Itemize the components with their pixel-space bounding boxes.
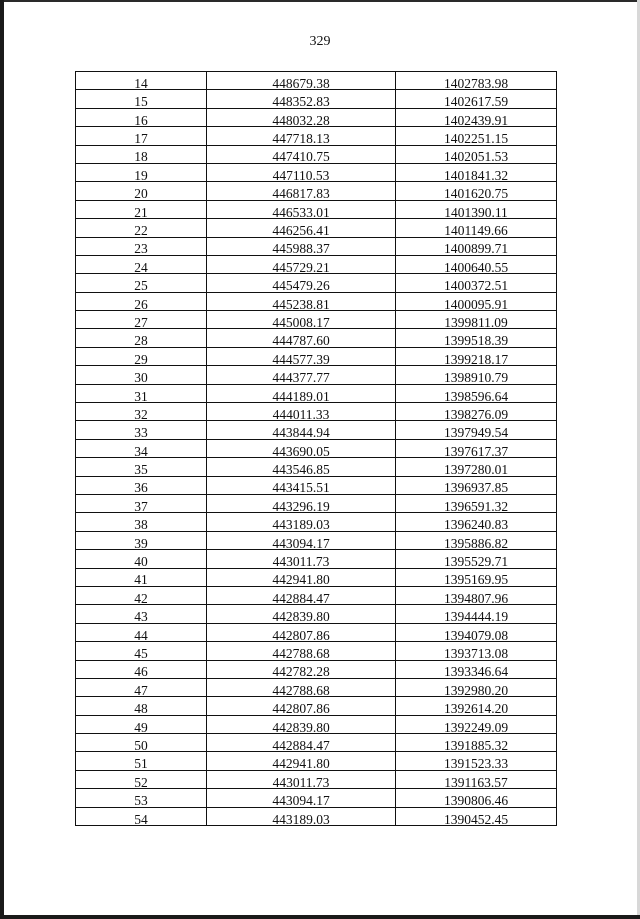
point-number-cell bbox=[76, 623, 207, 641]
point-number-cell bbox=[76, 274, 207, 292]
x-coordinate-cell bbox=[207, 642, 396, 660]
cell-text: 445729.21 bbox=[272, 259, 330, 275]
cell-text: 42 bbox=[134, 590, 148, 606]
cell-text: 442941.80 bbox=[272, 572, 330, 588]
cell-text: 1401149.66 bbox=[444, 223, 508, 239]
cell-text: 53 bbox=[134, 793, 148, 809]
cell-text: 1391523.33 bbox=[443, 756, 509, 772]
x-coordinate-cell bbox=[207, 605, 396, 623]
cell-text: 1396937.85 bbox=[443, 480, 509, 496]
cell-text: 444577.39 bbox=[272, 351, 330, 367]
cell-text: 1394807.96 bbox=[443, 590, 509, 606]
y-coordinate-cell bbox=[396, 329, 557, 347]
point-number-cell bbox=[76, 127, 207, 145]
cell-text: 1402783.98 bbox=[443, 75, 509, 91]
cell-text: 1395886.82 bbox=[443, 535, 509, 551]
cell-text: 443189.03 bbox=[272, 811, 330, 827]
cell-text: 28 bbox=[134, 333, 148, 349]
point-number-cell bbox=[76, 90, 207, 108]
y-coordinate-cell bbox=[396, 90, 557, 108]
cell-text: 48 bbox=[134, 701, 148, 717]
cell-text: 1401841.32 bbox=[443, 167, 509, 183]
point-number-cell bbox=[76, 789, 207, 807]
cell-text: 37 bbox=[134, 498, 148, 514]
cell-text: 40 bbox=[134, 554, 148, 570]
x-coordinate-cell bbox=[207, 219, 396, 237]
cell-text: 24 bbox=[134, 259, 148, 275]
cell-text: 1398276.09 bbox=[443, 406, 509, 422]
x-coordinate-cell bbox=[207, 366, 396, 384]
y-coordinate-cell bbox=[396, 237, 557, 255]
cell-text: 25 bbox=[134, 278, 148, 294]
cell-text: 19 bbox=[134, 167, 148, 183]
cell-text: 447718.13 bbox=[272, 131, 330, 147]
x-coordinate-cell bbox=[207, 789, 396, 807]
cell-text: 442807.86 bbox=[272, 627, 330, 643]
point-number-cell bbox=[76, 568, 207, 586]
cell-text: 1397280.01 bbox=[443, 462, 509, 478]
y-coordinate-cell bbox=[396, 660, 557, 678]
cell-text: 447110.53 bbox=[272, 167, 330, 183]
cell-text: 446533.01 bbox=[272, 204, 330, 220]
table-row bbox=[76, 292, 557, 310]
cell-text: 443011.73 bbox=[272, 774, 330, 790]
y-coordinate-cell bbox=[396, 72, 557, 90]
point-number-cell bbox=[76, 347, 207, 365]
y-coordinate-cell bbox=[396, 715, 557, 733]
cell-text: 442788.68 bbox=[272, 646, 330, 661]
cell-text: 442807.86 bbox=[272, 701, 330, 717]
x-coordinate-cell bbox=[207, 550, 396, 568]
cell-text: 1400899.71 bbox=[443, 241, 509, 257]
y-coordinate-cell bbox=[396, 219, 557, 237]
cell-text: 448032.28 bbox=[272, 112, 330, 128]
cell-text: 442788.68 bbox=[272, 682, 330, 698]
table-row bbox=[76, 568, 557, 586]
cell-text: 30 bbox=[134, 370, 148, 386]
y-coordinate-cell bbox=[396, 752, 557, 770]
table-row bbox=[76, 494, 557, 512]
point-number-cell bbox=[76, 550, 207, 568]
table-row bbox=[76, 237, 557, 255]
point-number-cell bbox=[76, 329, 207, 347]
cell-text: 39 bbox=[134, 535, 148, 551]
cell-text: 1396591.32 bbox=[443, 498, 509, 514]
x-coordinate-cell bbox=[207, 182, 396, 200]
cell-text: 51 bbox=[134, 756, 148, 772]
cell-text: 1391163.57 bbox=[444, 774, 508, 790]
x-coordinate-cell bbox=[207, 255, 396, 273]
x-coordinate-cell bbox=[207, 697, 396, 715]
x-coordinate-cell bbox=[207, 678, 396, 696]
cell-text: 442884.47 bbox=[272, 590, 330, 606]
cell-text: 31 bbox=[134, 388, 148, 404]
y-coordinate-cell bbox=[396, 789, 557, 807]
x-coordinate-cell bbox=[207, 347, 396, 365]
cell-text: 22 bbox=[134, 223, 148, 239]
page-number: 329 bbox=[309, 34, 331, 49]
cell-text: 54 bbox=[134, 811, 148, 827]
x-coordinate-cell bbox=[207, 623, 396, 641]
point-number-cell bbox=[76, 513, 207, 531]
table-row bbox=[76, 623, 557, 641]
table-row bbox=[76, 255, 557, 273]
y-coordinate-cell bbox=[396, 586, 557, 604]
x-coordinate-cell bbox=[207, 715, 396, 733]
y-coordinate-cell bbox=[396, 678, 557, 696]
y-coordinate-cell bbox=[396, 182, 557, 200]
table-row bbox=[76, 770, 557, 788]
cell-text: 1393346.64 bbox=[443, 664, 509, 680]
x-coordinate-cell bbox=[207, 770, 396, 788]
table-row bbox=[76, 458, 557, 476]
cell-text: 444377.77 bbox=[272, 370, 330, 386]
x-coordinate-cell bbox=[207, 237, 396, 255]
cell-text: 445008.17 bbox=[272, 314, 330, 330]
cell-text: 45 bbox=[134, 646, 148, 661]
table-row bbox=[76, 108, 557, 126]
point-number-cell bbox=[76, 108, 207, 126]
y-coordinate-cell bbox=[396, 292, 557, 310]
point-number-cell bbox=[76, 237, 207, 255]
table-row bbox=[76, 476, 557, 494]
cell-text: 36 bbox=[134, 480, 148, 496]
cell-text: 38 bbox=[134, 517, 148, 533]
cell-text: 43 bbox=[134, 609, 148, 625]
table-row bbox=[76, 384, 557, 402]
table-row bbox=[76, 219, 557, 237]
table-row bbox=[76, 200, 557, 218]
cell-text: 46 bbox=[134, 664, 148, 680]
cell-text: 442941.80 bbox=[272, 756, 330, 772]
x-coordinate-cell bbox=[207, 311, 396, 329]
x-coordinate-cell bbox=[207, 145, 396, 163]
table-row bbox=[76, 90, 557, 108]
cell-text: 1401620.75 bbox=[443, 186, 509, 202]
cell-text: 1391885.32 bbox=[443, 737, 509, 753]
cell-text: 443844.94 bbox=[272, 425, 330, 441]
cell-text: 1402051.53 bbox=[443, 149, 509, 165]
x-coordinate-cell bbox=[207, 421, 396, 439]
y-coordinate-cell bbox=[396, 347, 557, 365]
point-number-cell bbox=[76, 163, 207, 181]
cell-text: 26 bbox=[134, 296, 148, 312]
cell-text: 442884.47 bbox=[272, 737, 330, 753]
cell-text: 1402439.91 bbox=[443, 112, 509, 128]
y-coordinate-cell bbox=[396, 568, 557, 586]
y-coordinate-cell bbox=[396, 145, 557, 163]
cell-text: 1396240.83 bbox=[443, 517, 509, 533]
cell-text: 444787.60 bbox=[272, 333, 330, 349]
coordinate-table-body bbox=[76, 72, 557, 826]
scan-edge-top bbox=[0, 0, 640, 2]
point-number-cell bbox=[76, 807, 207, 825]
cell-text: 17 bbox=[134, 131, 148, 147]
table-row bbox=[76, 329, 557, 347]
cell-text: 443094.17 bbox=[272, 535, 330, 551]
point-number-cell bbox=[76, 458, 207, 476]
x-coordinate-cell bbox=[207, 90, 396, 108]
table-row bbox=[76, 678, 557, 696]
y-coordinate-cell bbox=[396, 494, 557, 512]
cell-text: 1395169.95 bbox=[443, 572, 509, 588]
cell-text: 1400640.55 bbox=[443, 259, 509, 275]
x-coordinate-cell bbox=[207, 660, 396, 678]
cell-text: 32 bbox=[134, 406, 148, 422]
cell-text: 33 bbox=[134, 425, 148, 441]
point-number-cell bbox=[76, 605, 207, 623]
y-coordinate-cell bbox=[396, 108, 557, 126]
point-number-cell bbox=[76, 145, 207, 163]
x-coordinate-cell bbox=[207, 163, 396, 181]
cell-text: 442839.80 bbox=[272, 609, 330, 625]
cell-text: 52 bbox=[134, 774, 148, 790]
table-row bbox=[76, 531, 557, 549]
table-row bbox=[76, 347, 557, 365]
x-coordinate-cell bbox=[207, 274, 396, 292]
point-number-cell bbox=[76, 200, 207, 218]
x-coordinate-cell bbox=[207, 807, 396, 825]
y-coordinate-cell bbox=[396, 605, 557, 623]
cell-text: 443296.19 bbox=[272, 498, 330, 514]
cell-text: 445479.26 bbox=[272, 278, 330, 294]
cell-text: 443094.17 bbox=[272, 793, 330, 809]
cell-text: 446256.41 bbox=[272, 223, 330, 239]
table-row bbox=[76, 660, 557, 678]
x-coordinate-cell bbox=[207, 329, 396, 347]
table-row bbox=[76, 605, 557, 623]
table-row bbox=[76, 163, 557, 181]
cell-text: 41 bbox=[134, 572, 148, 588]
cell-text: 1399811.09 bbox=[444, 314, 508, 330]
point-number-cell bbox=[76, 311, 207, 329]
y-coordinate-cell bbox=[396, 458, 557, 476]
point-number-cell bbox=[76, 642, 207, 660]
cell-text: 49 bbox=[134, 719, 148, 735]
cell-text: 35 bbox=[134, 462, 148, 478]
point-number-cell bbox=[76, 255, 207, 273]
y-coordinate-cell bbox=[396, 274, 557, 292]
point-number-cell bbox=[76, 384, 207, 402]
cell-text: 1401390.11 bbox=[444, 204, 508, 220]
y-coordinate-cell bbox=[396, 421, 557, 439]
y-coordinate-cell bbox=[396, 550, 557, 568]
cell-text: 445988.37 bbox=[272, 241, 330, 257]
table-row bbox=[76, 734, 557, 752]
cell-text: 1392249.09 bbox=[443, 719, 509, 735]
scan-edge-bottom bbox=[0, 915, 640, 919]
cell-text: 1390452.45 bbox=[443, 811, 509, 827]
x-coordinate-cell bbox=[207, 127, 396, 145]
x-coordinate-cell bbox=[207, 752, 396, 770]
y-coordinate-cell bbox=[396, 623, 557, 641]
x-coordinate-cell bbox=[207, 494, 396, 512]
cell-text: 1397949.54 bbox=[443, 425, 509, 441]
cell-text: 443415.51 bbox=[272, 480, 330, 496]
y-coordinate-cell bbox=[396, 366, 557, 384]
cell-text: 1398596.64 bbox=[443, 388, 509, 404]
point-number-cell bbox=[76, 531, 207, 549]
table-row bbox=[76, 72, 557, 90]
cell-text: 445238.81 bbox=[272, 296, 330, 312]
table-row bbox=[76, 513, 557, 531]
point-number-cell bbox=[76, 476, 207, 494]
cell-text: 448352.83 bbox=[272, 94, 330, 110]
y-coordinate-cell bbox=[396, 807, 557, 825]
x-coordinate-cell bbox=[207, 384, 396, 402]
cell-text: 16 bbox=[134, 112, 148, 128]
y-coordinate-cell bbox=[396, 127, 557, 145]
point-number-cell bbox=[76, 439, 207, 457]
table-row bbox=[76, 421, 557, 439]
cell-text: 1397617.37 bbox=[443, 443, 509, 459]
y-coordinate-cell bbox=[396, 311, 557, 329]
cell-text: 21 bbox=[134, 204, 148, 220]
x-coordinate-cell bbox=[207, 108, 396, 126]
cell-text: 20 bbox=[134, 186, 148, 202]
table-row bbox=[76, 145, 557, 163]
cell-text: 444011.33 bbox=[272, 406, 330, 422]
point-number-cell bbox=[76, 403, 207, 421]
x-coordinate-cell bbox=[207, 458, 396, 476]
cell-text: 443011.73 bbox=[272, 554, 330, 570]
cell-text: 1392614.20 bbox=[443, 701, 509, 717]
cell-text: 14 bbox=[134, 75, 148, 91]
cell-text: 1402251.15 bbox=[443, 131, 509, 147]
x-coordinate-cell bbox=[207, 476, 396, 494]
cell-text: 18 bbox=[134, 149, 148, 165]
y-coordinate-cell bbox=[396, 403, 557, 421]
table-row bbox=[76, 807, 557, 825]
table-row bbox=[76, 127, 557, 145]
cell-text: 442839.80 bbox=[272, 719, 330, 735]
y-coordinate-cell bbox=[396, 200, 557, 218]
cell-text: 1400372.51 bbox=[443, 278, 509, 294]
cell-text: 50 bbox=[134, 737, 148, 753]
cell-text: 29 bbox=[134, 351, 148, 367]
x-coordinate-cell bbox=[207, 568, 396, 586]
y-coordinate-cell bbox=[396, 770, 557, 788]
cell-text: 448679.38 bbox=[272, 75, 330, 91]
x-coordinate-cell bbox=[207, 513, 396, 531]
point-number-cell bbox=[76, 72, 207, 90]
cell-text: 15 bbox=[134, 94, 148, 110]
cell-text: 1402617.59 bbox=[443, 94, 509, 110]
y-coordinate-cell bbox=[396, 163, 557, 181]
y-coordinate-cell bbox=[396, 697, 557, 715]
table-row bbox=[76, 311, 557, 329]
point-number-cell bbox=[76, 734, 207, 752]
cell-text: 1394079.08 bbox=[443, 627, 509, 643]
cell-text: 1395529.71 bbox=[443, 554, 509, 570]
point-number-cell bbox=[76, 770, 207, 788]
y-coordinate-cell bbox=[396, 255, 557, 273]
cell-text: 27 bbox=[134, 314, 148, 330]
cell-text: 446817.83 bbox=[272, 186, 330, 202]
table-row bbox=[76, 274, 557, 292]
cell-text: 1394444.19 bbox=[443, 609, 509, 625]
point-number-cell bbox=[76, 182, 207, 200]
point-number-cell bbox=[76, 678, 207, 696]
table-row bbox=[76, 697, 557, 715]
x-coordinate-cell bbox=[207, 72, 396, 90]
cell-text: 1398910.79 bbox=[443, 370, 509, 386]
cell-text: 443189.03 bbox=[272, 517, 330, 533]
table-row bbox=[76, 586, 557, 604]
x-coordinate-cell bbox=[207, 403, 396, 421]
y-coordinate-cell bbox=[396, 384, 557, 402]
y-coordinate-cell bbox=[396, 476, 557, 494]
scan-edge-left bbox=[0, 0, 4, 919]
y-coordinate-cell bbox=[396, 531, 557, 549]
x-coordinate-cell bbox=[207, 586, 396, 604]
cell-text: 443690.05 bbox=[272, 443, 330, 459]
cell-text: 47 bbox=[134, 682, 148, 698]
cell-text: 447410.75 bbox=[272, 149, 330, 165]
point-number-cell bbox=[76, 292, 207, 310]
cell-text: 44 bbox=[134, 627, 148, 643]
cell-text: 444189.01 bbox=[272, 388, 330, 404]
cell-text: 442782.28 bbox=[272, 664, 330, 680]
cell-text: 1399218.17 bbox=[443, 351, 509, 367]
table-row bbox=[76, 642, 557, 660]
cell-text: 1400095.91 bbox=[443, 296, 509, 312]
table-row bbox=[76, 403, 557, 421]
cell-text: 1399518.39 bbox=[443, 333, 509, 349]
point-number-cell bbox=[76, 586, 207, 604]
table-row bbox=[76, 789, 557, 807]
cell-text: 1393713.08 bbox=[443, 646, 509, 661]
table-row bbox=[76, 439, 557, 457]
table-row bbox=[76, 366, 557, 384]
coordinate-table bbox=[75, 71, 557, 826]
x-coordinate-cell bbox=[207, 200, 396, 218]
cell-text: 23 bbox=[134, 241, 148, 257]
point-number-cell bbox=[76, 697, 207, 715]
table-row bbox=[76, 182, 557, 200]
x-coordinate-cell bbox=[207, 292, 396, 310]
cell-text: 1392980.20 bbox=[443, 682, 509, 698]
y-coordinate-cell bbox=[396, 439, 557, 457]
point-number-cell bbox=[76, 752, 207, 770]
cell-text: 34 bbox=[134, 443, 148, 459]
point-number-cell bbox=[76, 219, 207, 237]
point-number-cell bbox=[76, 366, 207, 384]
cell-text: 1390806.46 bbox=[443, 793, 509, 809]
y-coordinate-cell bbox=[396, 642, 557, 660]
point-number-cell bbox=[76, 421, 207, 439]
cell-text: 443546.85 bbox=[272, 462, 330, 478]
x-coordinate-cell bbox=[207, 439, 396, 457]
table-row bbox=[76, 752, 557, 770]
table-row bbox=[76, 715, 557, 733]
point-number-cell bbox=[76, 494, 207, 512]
table-row bbox=[76, 550, 557, 568]
y-coordinate-cell bbox=[396, 734, 557, 752]
y-coordinate-cell bbox=[396, 513, 557, 531]
x-coordinate-cell bbox=[207, 734, 396, 752]
point-number-cell bbox=[76, 660, 207, 678]
x-coordinate-cell bbox=[207, 531, 396, 549]
point-number-cell bbox=[76, 715, 207, 733]
